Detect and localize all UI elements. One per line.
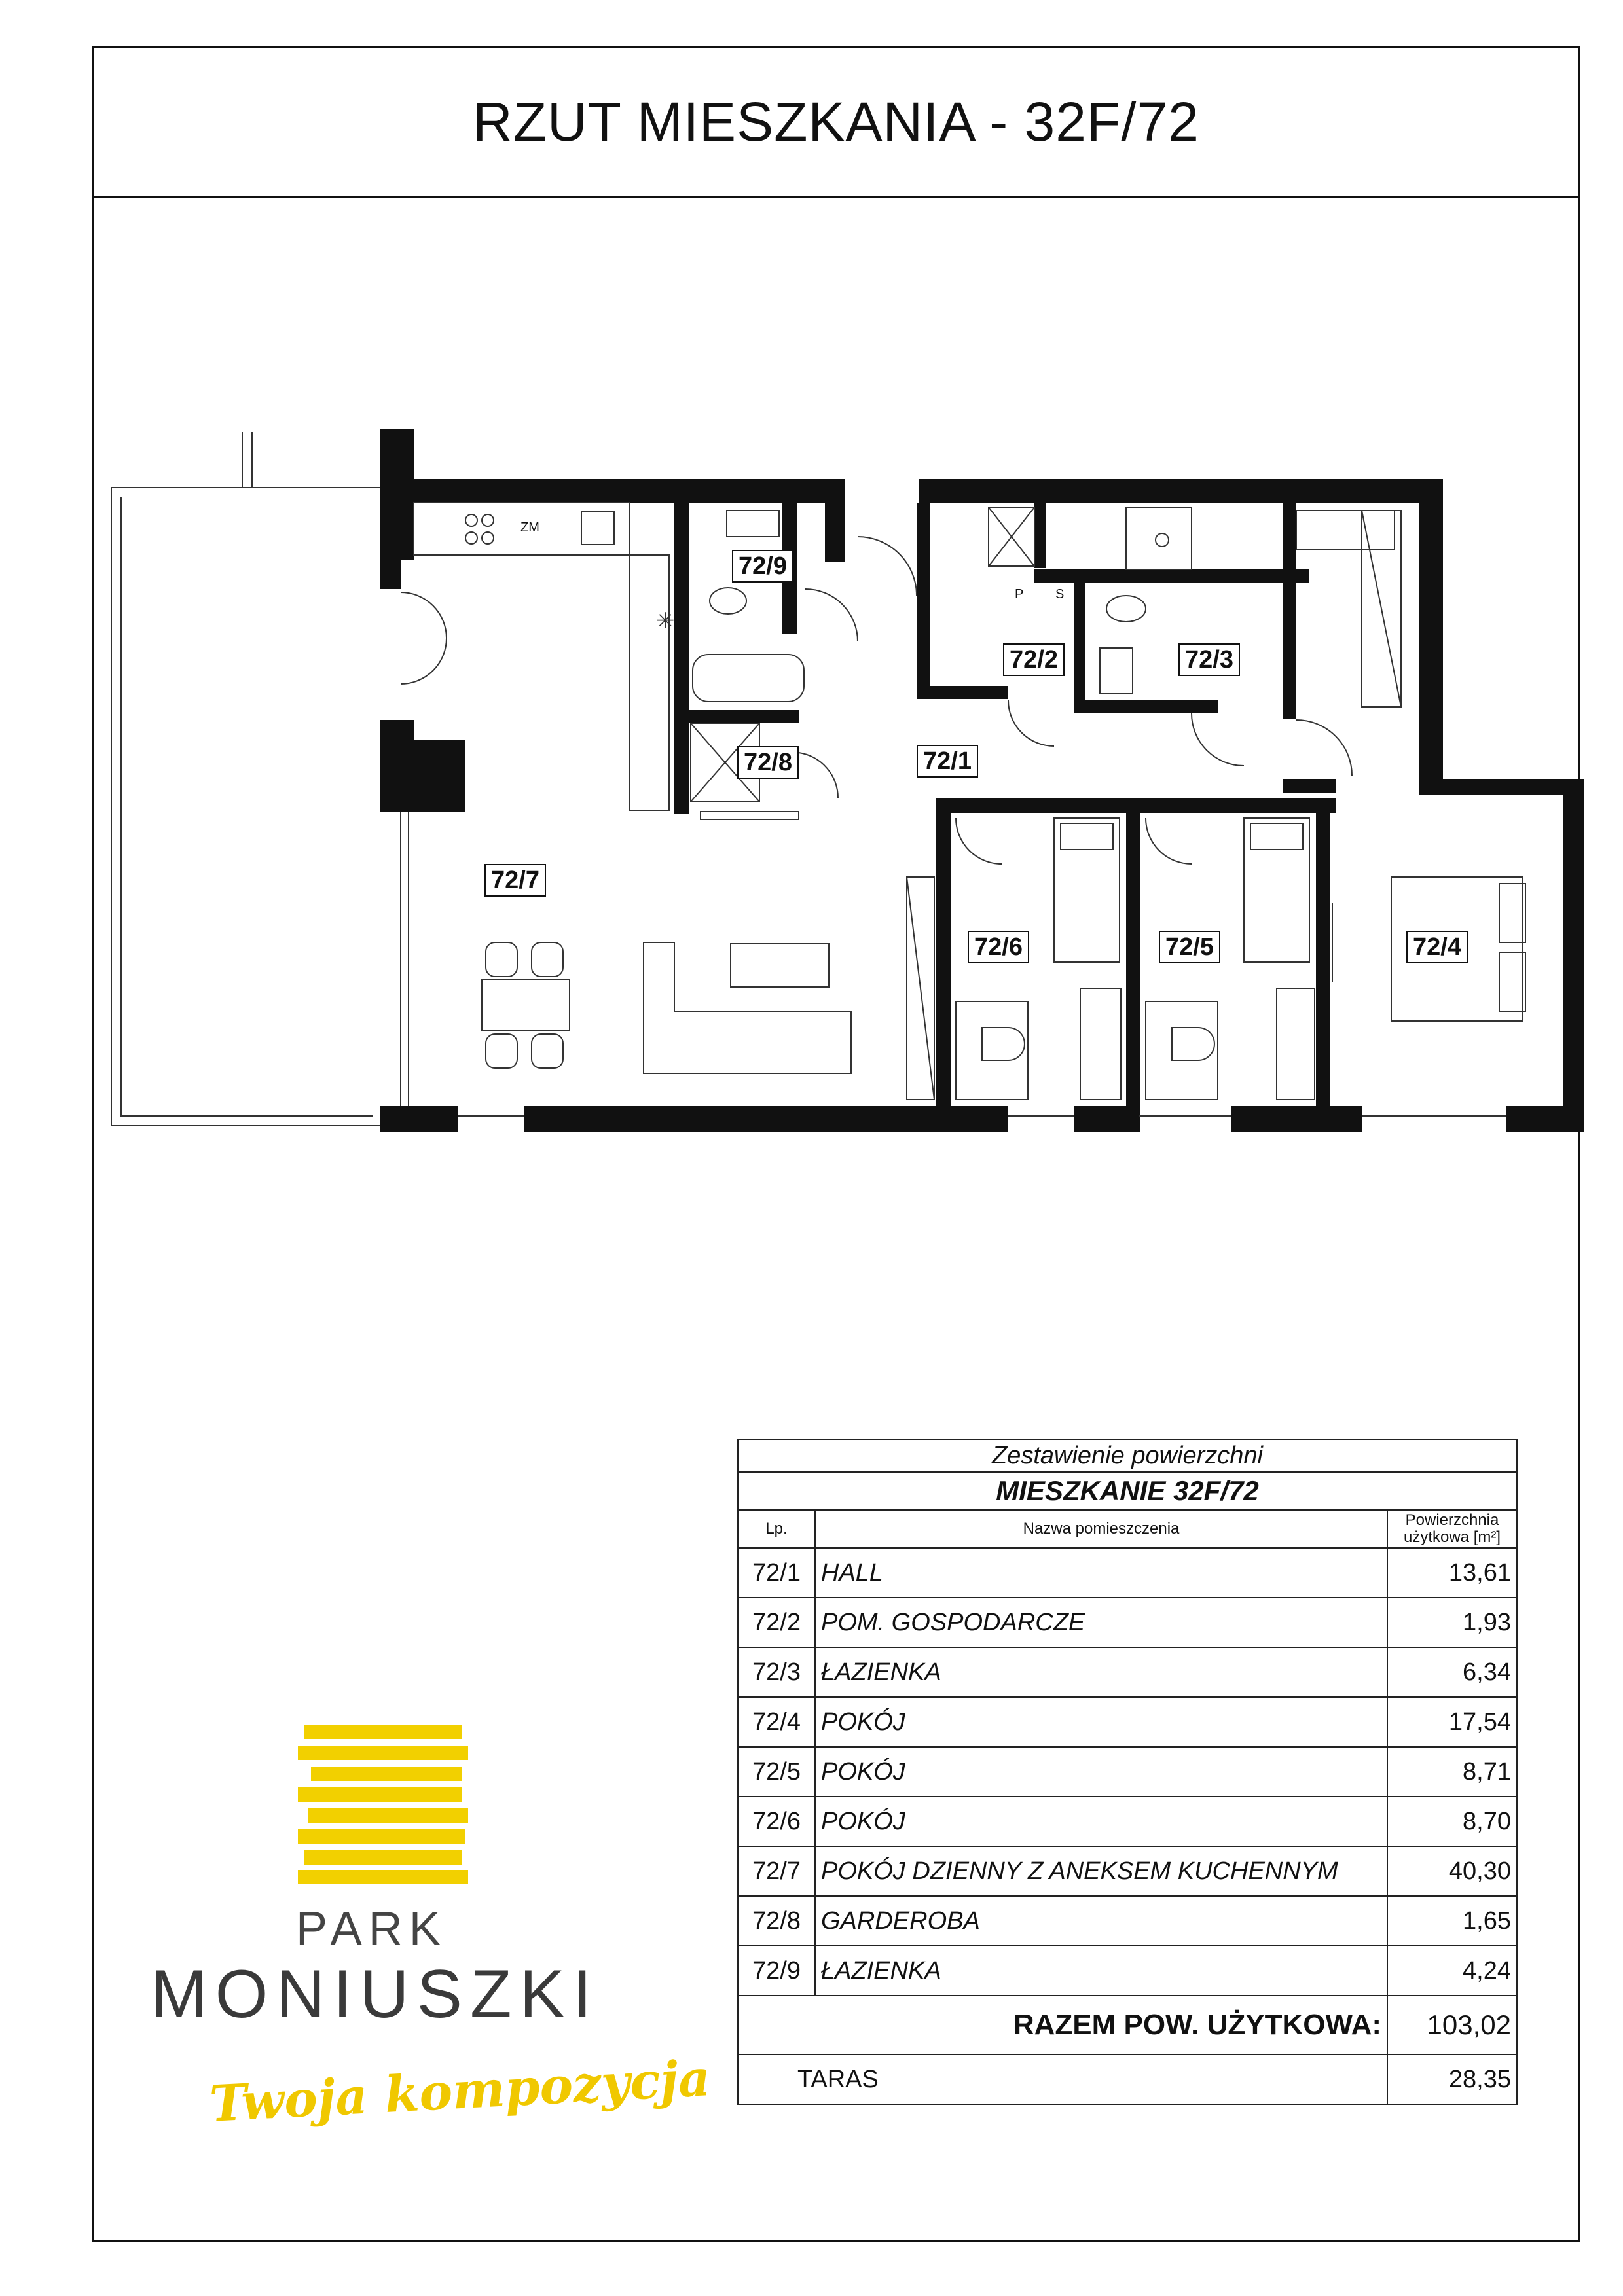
washing-machine-label: ZM	[520, 520, 539, 535]
door-swing	[401, 638, 447, 684]
logo-mark-icon	[298, 1725, 468, 1885]
row-lp: 72/9	[738, 1946, 815, 1996]
column	[412, 740, 465, 812]
wall-interior	[1034, 503, 1046, 568]
door-swing	[401, 592, 447, 638]
wall-top-left	[380, 479, 845, 503]
wall-interior	[1283, 503, 1296, 719]
chair	[486, 1034, 517, 1068]
row-area: 17,54	[1387, 1697, 1517, 1747]
room-label-72-4: 72/4	[1406, 931, 1468, 963]
row-area: 40,30	[1387, 1846, 1517, 1896]
door-swing	[1296, 720, 1352, 776]
wall-interior	[917, 503, 930, 699]
total-label: RAZEM POW. UŻYTKOWA:	[738, 1996, 1387, 2054]
dining-table	[482, 980, 570, 1031]
toilet	[1106, 596, 1146, 622]
chair	[532, 1034, 563, 1068]
row-lp: 72/4	[738, 1697, 815, 1747]
row-name: ŁAZIENKA	[815, 1946, 1387, 1996]
washbasin	[1100, 648, 1133, 694]
logo-tagline: Twoja kompozycja	[208, 2049, 712, 2133]
row-lp: 72/1	[738, 1548, 815, 1598]
row-area: 6,34	[1387, 1647, 1517, 1697]
wardrobe	[1080, 988, 1121, 1100]
row-name: GARDEROBA	[815, 1896, 1387, 1946]
table-row	[738, 1548, 1517, 1598]
drain-icon	[1156, 533, 1169, 547]
row-name: POKÓJ DZIENNY Z ANEKSEM KUCHENNYM	[815, 1846, 1387, 1896]
room-label-72-7: 72/7	[484, 864, 546, 897]
table-heading: Zestawienie powierzchni	[738, 1439, 1517, 1472]
wall-bottom	[1231, 1106, 1362, 1132]
coffee-table	[731, 944, 829, 987]
fixture-p-label: P	[1015, 587, 1024, 601]
shower	[1126, 507, 1192, 569]
table-subheading: MIESZKANIE 32F/72	[738, 1472, 1517, 1510]
terrace-label: TARAS	[738, 2054, 1387, 2104]
terrace-row	[738, 2054, 1517, 2104]
wall-left	[380, 543, 401, 589]
wall-interior	[936, 798, 951, 1132]
wall-interior	[1126, 798, 1140, 1132]
room-label-72-1: 72/1	[917, 745, 978, 778]
door-swing	[956, 818, 1002, 864]
desk	[1146, 1001, 1218, 1100]
pillow	[1250, 823, 1303, 850]
kitchen-sink	[581, 512, 614, 545]
door-swing	[1146, 818, 1192, 864]
logo-park: PARK	[296, 1903, 447, 1955]
fixture-s-label: S	[1055, 587, 1065, 601]
terrace-railing	[121, 497, 373, 1116]
desk	[956, 1001, 1028, 1100]
row-area: 1,93	[1387, 1598, 1517, 1647]
wall-interior	[1139, 798, 1336, 813]
col-lp: Lp.	[738, 1510, 815, 1548]
table-row	[738, 1797, 1517, 1846]
table-row	[738, 1647, 1517, 1697]
row-name: POKÓJ	[815, 1797, 1387, 1846]
row-lp: 72/3	[738, 1647, 815, 1697]
wall-right-upper	[1419, 479, 1443, 787]
total-value: 103,02	[1387, 1996, 1517, 2054]
wall-bottom	[380, 1106, 458, 1132]
wall-interior	[1074, 569, 1085, 713]
row-area: 8,70	[1387, 1797, 1517, 1846]
row-name: POKÓJ	[815, 1747, 1387, 1797]
chair	[486, 942, 517, 977]
row-area: 4,24	[1387, 1946, 1517, 1996]
wall-interior	[936, 798, 1152, 813]
room-label-72-5: 72/5	[1159, 931, 1220, 963]
room-label-72-3: 72/3	[1178, 643, 1240, 676]
logo-moniuszki: MONIUSZKI	[151, 1956, 600, 2032]
fridge-icon: ✳	[656, 608, 675, 634]
col-area-line1: Powierzchnia	[1405, 1511, 1499, 1529]
hob-ring	[482, 514, 494, 526]
wardrobe	[1296, 511, 1395, 550]
door-swing	[1192, 713, 1244, 766]
col-area	[1387, 1510, 1517, 1548]
desk-chair	[1172, 1028, 1214, 1060]
wardrobe	[1277, 988, 1315, 1100]
pillow	[1061, 823, 1113, 850]
door-swing	[858, 537, 917, 596]
room-label-72-8: 72/8	[737, 746, 799, 779]
col-area-line2: użytkowa [m²]	[1403, 1528, 1501, 1546]
door-swing	[799, 753, 838, 798]
room-label-72-6: 72/6	[968, 931, 1029, 963]
row-area: 1,65	[1387, 1896, 1517, 1946]
table-row	[738, 1697, 1517, 1747]
door-swing	[805, 589, 858, 641]
chair	[532, 942, 563, 977]
toilet	[710, 588, 746, 614]
hob-ring	[465, 514, 477, 526]
area-summary-table	[737, 1439, 1518, 2105]
radiator	[701, 812, 799, 819]
wall-interior	[1283, 779, 1336, 793]
wall-left	[380, 720, 414, 812]
bed	[1244, 818, 1309, 962]
row-lp: 72/6	[738, 1797, 815, 1846]
terrace-value: 28,35	[1387, 2054, 1517, 2104]
total-row	[738, 1996, 1517, 2054]
page-title: RZUT MIESZKANIA - 32F/72	[472, 91, 1200, 152]
terrace-outline	[111, 488, 380, 1126]
row-name: ŁAZIENKA	[815, 1647, 1387, 1697]
door-swing	[1008, 700, 1054, 746]
row-lp: 72/2	[738, 1598, 815, 1647]
table-row	[738, 1896, 1517, 1946]
hob-ring	[465, 532, 477, 544]
row-lp: 72/7	[738, 1846, 815, 1896]
row-lp: 72/8	[738, 1896, 815, 1946]
sofa	[644, 942, 851, 1073]
wall-interior	[674, 503, 689, 814]
bed	[1054, 818, 1120, 962]
desk-chair	[982, 1028, 1025, 1060]
wall-bottom	[1506, 1106, 1584, 1132]
row-name: POM. GOSPODARCZE	[815, 1598, 1387, 1647]
table-row	[738, 1846, 1517, 1896]
hob-ring	[482, 532, 494, 544]
kitchen-cabinet	[630, 555, 669, 810]
wall-right-lower	[1563, 779, 1584, 1132]
room-label-72-9: 72/9	[732, 550, 793, 583]
row-name: HALL	[815, 1548, 1387, 1598]
row-area: 13,61	[1387, 1548, 1517, 1598]
room-label-72-2: 72/2	[1003, 643, 1065, 676]
row-name: POKÓJ	[815, 1697, 1387, 1747]
wall-interior	[825, 503, 845, 562]
table-row	[738, 1598, 1517, 1647]
table-row	[738, 1946, 1517, 1996]
wall-bottom	[524, 1106, 1008, 1132]
wardrobe-mark	[907, 877, 934, 1100]
wall-interior	[930, 686, 1008, 699]
col-name: Nazwa pomieszczenia	[815, 1510, 1387, 1548]
washbasin	[727, 511, 779, 537]
row-area: 8,71	[1387, 1747, 1517, 1797]
wall-interior	[1316, 798, 1330, 1132]
wall-step	[1419, 779, 1584, 795]
row-lp: 72/5	[738, 1747, 815, 1797]
bathtub	[693, 655, 804, 702]
wall-top-right	[919, 479, 1443, 503]
wall-interior	[674, 710, 799, 723]
table-row	[738, 1747, 1517, 1797]
wall-interior	[1074, 700, 1218, 713]
